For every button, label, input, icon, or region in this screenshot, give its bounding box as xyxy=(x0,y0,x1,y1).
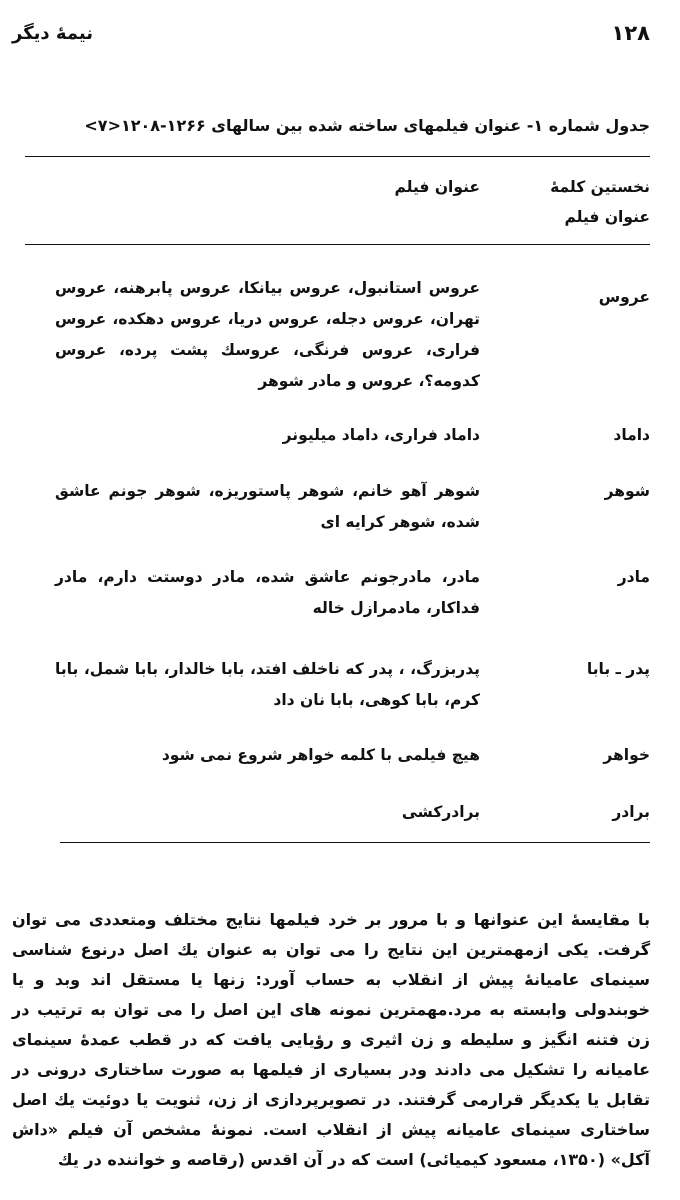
running-head xyxy=(12,18,650,48)
table-bottom-rule xyxy=(60,842,650,843)
body-paragraph: با مقایسهٔ این عنوانها و با مرور بر خرد فیلمها نتایج مختلف ومتعددی می توان گرفت. یکی ازمهمترین این نتایج را می توان به عنوان یك اصل درنوع شناسی سینمای عامیانهٔ پیش از انقلاب به حساب آورد: زنها یا مستقل اند وبد و یا خوبندولی وابسته به مرد.مهمترین نمونه های این اصل را می توان به ترتیب در زن فتنه انگیز و سلیطه و زن اثیری و رؤیایی یافت که در قطب عمدهٔ سینمای عامیانه را تشکیل می دادند ودر بسیاری از فیلمها به صورت ساختاری درونی در تقابل یا یکدیگر قرارمی گرفتند. در تصویرپردازی از زن، ثنویت یا دوئیت یك اصل ساختاری سینمای عامیانه پیش از انقلاب است. نمونهٔ مشخص آن فیلم «داش آکل» (۱۳۵۰، مسعود کیمیائی) است که در آن اقدس (رقاصه و خواننده در یك xyxy=(12,910,650,1169)
table-row-titles: شوهر آهو خانم، شوهر پاستوریزه، شوهر جونم عاشق شده، شوهر کرایه ای xyxy=(55,482,480,531)
table-header-rule xyxy=(25,244,650,245)
table-row-titles: هیچ فیلمی با کلمه خواهر شروع نمی شود xyxy=(161,746,480,764)
book-title: نیمهٔ دیگر xyxy=(12,22,94,44)
table-row-word: مادر xyxy=(617,568,650,586)
table-caption: جدول شماره ۱- عنوان فیلمهای ساخته شده بین سالهای ۱۲۶۶-۱۲۰۸<۷> xyxy=(84,116,650,135)
table-row-word: خواهر xyxy=(603,746,650,764)
table-row-titles: مادر، مادرجونم عاشق شده، مادر دوستت دارم، مادر فداکار، مادمرازل خاله xyxy=(55,568,480,617)
table-row-word: عروس xyxy=(598,288,650,306)
table-row-word: شوهر xyxy=(604,482,650,500)
table-top-rule xyxy=(25,156,650,157)
column-header-first-word: نخستین کلمهٔ عنوان فیلم xyxy=(550,178,650,226)
table-row-word: داماد xyxy=(613,426,650,444)
table-row-titles: عروس استانبول، عروس بیانکا، عروس پابرهنه، عروس تهران، عروس دجله، عروس دریا، عروس دهکده، عروس فراری، عروس فرنگی، عروسك پشت پرده، عروس کدومه؟، عروس و مادر شوهر xyxy=(55,279,480,390)
page-number: ۱۲۸ xyxy=(611,21,650,45)
table-row-titles: پدربزرگ، ، پدر که ناخلف افتد، بابا خالدار، بابا شمل، بابا کرم، بابا کوهی، بابا نان داد xyxy=(55,660,480,709)
table-row-word: برادر xyxy=(612,803,650,821)
table-row-word: پدر ـ بابا xyxy=(586,660,650,678)
table-row-titles: داماد فراری، داماد میلیونر xyxy=(282,426,480,444)
column-header-film-title: عنوان فیلم xyxy=(394,178,480,196)
table-row-titles: برادرکشی xyxy=(401,803,480,821)
